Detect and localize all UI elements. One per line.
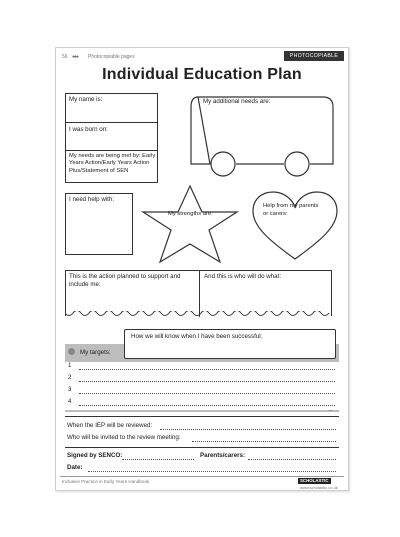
- born-label: I was born on:: [69, 126, 108, 133]
- success-label: How we will know when I have been successful:: [131, 333, 263, 340]
- help-with-label: I need help with:: [69, 196, 115, 203]
- targets-list: [65, 362, 339, 410]
- help-with-box: [65, 193, 133, 255]
- action-plan-wave: [65, 311, 333, 319]
- dots-icon: ●●●: [72, 54, 79, 60]
- footer-book-title: Inclusive Practice in Early Years Handbook: [62, 479, 150, 484]
- worksheet-page: [55, 47, 349, 491]
- page-number: 56: [62, 54, 68, 60]
- action-plan-label: This is the action planned to support and include me:: [69, 273, 181, 288]
- action-plan-box: [65, 270, 332, 316]
- target-line-4: [79, 405, 335, 406]
- heart-shape: [250, 189, 340, 263]
- page-tag: Photocopiable pages: [88, 54, 135, 60]
- date-label: Date:: [67, 464, 83, 471]
- born-box: [65, 123, 158, 151]
- targets-label: My targets:: [80, 349, 111, 356]
- target-number-1: 1: [68, 362, 72, 369]
- target-number-3: 3: [68, 386, 72, 393]
- target-line-2: [79, 381, 335, 382]
- footer-rule: [60, 476, 344, 477]
- name-box: [65, 93, 158, 123]
- bus-wheel-left: [211, 152, 235, 176]
- target-number-4: 4: [68, 398, 72, 405]
- invited-label: Who will be invited to the review meeting:: [67, 434, 181, 441]
- additional-needs-label: My additional needs are:: [203, 98, 271, 105]
- review-mid-rule: [65, 447, 339, 448]
- band-dot-icon: [68, 348, 75, 355]
- success-box: [124, 329, 336, 359]
- target-number-2: 2: [68, 374, 72, 381]
- parents-label: Parents/carers:: [200, 452, 246, 459]
- invited-line: [192, 441, 336, 442]
- review-top-rule: [65, 416, 339, 417]
- star-shape: [140, 184, 240, 266]
- strengths-label: My strengths are:: [168, 211, 213, 217]
- date-line: [88, 471, 336, 472]
- publisher-url: www.scholastic.co.uk: [300, 485, 338, 490]
- bus-wheel-right: [285, 152, 309, 176]
- parents-line: [248, 459, 336, 460]
- needs-met-label: My needs are being met by: Early Years Action/Early Years Action Plus/Statement of SEN: [69, 153, 156, 174]
- needs-met-box: [65, 151, 158, 183]
- signed-label: Signed by SENCO:: [67, 452, 123, 459]
- publisher-logo: SCHOLASTIC: [300, 478, 329, 483]
- photocopiable-badge: PHOTOCOPIABLE: [284, 51, 344, 61]
- who-will-do-label: And this is who will do what:: [204, 273, 282, 280]
- target-line-3: [79, 393, 335, 394]
- reviewed-label: When the IEP will be reviewed:: [67, 422, 153, 429]
- page-title: Individual Education Plan: [102, 66, 302, 83]
- help-from-label: Help from my parents or carers:: [263, 203, 319, 217]
- name-label: My name is:: [69, 96, 103, 103]
- target-line-1: [79, 369, 335, 370]
- reviewed-line: [160, 429, 336, 430]
- signed-line: [122, 459, 194, 460]
